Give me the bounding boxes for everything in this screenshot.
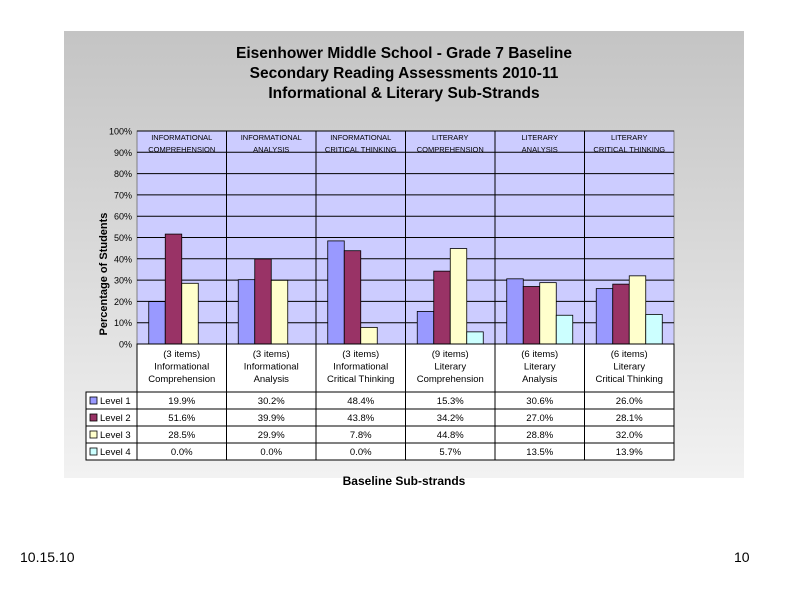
data-value-label: 30.2% <box>257 396 285 407</box>
legend-key <box>90 431 97 438</box>
x-category-label: (3 items) <box>252 349 290 360</box>
legend-label: Level 1 <box>100 396 131 407</box>
y-tick-label: 10% <box>113 318 132 329</box>
chart-title-line-1: Eisenhower Middle School - Grade 7 Baseline <box>236 45 572 62</box>
x-category-label: Informational <box>243 361 299 373</box>
data-value-label: 28.5% <box>168 430 196 441</box>
y-tick-label: 30% <box>113 275 132 286</box>
top-category-label: CRITICAL THINKING <box>324 145 397 154</box>
slide-page-number: 10 <box>734 549 750 565</box>
bar-level-1 <box>149 302 166 344</box>
bar-level-3 <box>361 327 378 344</box>
data-value-label: 15.3% <box>436 396 464 407</box>
x-category-label: Analysis <box>253 374 289 385</box>
y-tick-label: 0% <box>118 339 132 350</box>
top-category-label: INFORMATIONAL <box>330 133 392 142</box>
data-value-label: 51.6% <box>168 413 196 424</box>
bar-level-3 <box>629 276 646 344</box>
y-tick-label: 70% <box>113 190 132 201</box>
y-tick-label: 40% <box>113 254 132 265</box>
data-value-label: 0.0% <box>260 447 283 458</box>
chart-title-line-3: Informational & Literary Sub-Strands <box>268 85 540 102</box>
data-value-label: 13.5% <box>526 447 554 458</box>
data-value-label: 32.0% <box>615 430 643 441</box>
bar-level-3 <box>540 283 557 344</box>
x-category-label: Informational <box>154 361 210 373</box>
x-category-label: Informational <box>333 361 389 373</box>
x-category-label: Critical Thinking <box>595 374 663 385</box>
data-value-label: 7.8% <box>349 430 372 441</box>
data-value-label: 43.8% <box>347 413 375 424</box>
bar-level-2 <box>255 259 272 344</box>
y-tick-label: 100% <box>108 126 132 137</box>
bar-level-1 <box>596 289 613 344</box>
x-category-label: (3 items) <box>163 349 201 360</box>
x-category-label: Literary <box>523 361 556 373</box>
chart-plot <box>64 31 744 471</box>
data-value-label: 34.2% <box>436 413 464 424</box>
bar-level-2 <box>523 286 540 344</box>
legend-key <box>90 414 97 421</box>
y-axis-label: Percentage of Students <box>98 212 110 336</box>
data-value-label: 48.4% <box>347 396 375 407</box>
bar-level-4 <box>646 314 663 344</box>
x-category-label: (6 items) <box>521 349 559 360</box>
top-category-label: INFORMATIONAL <box>240 133 302 142</box>
top-category-label: ANALYSIS <box>253 145 290 154</box>
top-category-label: CRITICAL THINKING <box>593 145 666 154</box>
bar-level-3 <box>271 280 288 344</box>
y-tick-label: 80% <box>113 169 132 180</box>
bar-level-4 <box>556 315 573 344</box>
data-value-label: 26.0% <box>615 396 643 407</box>
bar-level-2 <box>613 284 630 344</box>
data-value-label: 28.1% <box>615 413 643 424</box>
bar-level-2 <box>344 251 361 344</box>
top-category-label: INFORMATIONAL <box>151 133 213 142</box>
bar-level-1 <box>328 241 345 344</box>
x-category-label: (3 items) <box>342 349 380 360</box>
y-tick-label: 20% <box>113 296 132 307</box>
bar-level-3 <box>450 249 467 344</box>
data-value-label: 5.7% <box>439 447 462 458</box>
data-value-label: 27.0% <box>526 413 554 424</box>
legend-label: Level 4 <box>100 447 131 458</box>
x-category-label: Critical Thinking <box>327 374 395 385</box>
y-tick-label: 90% <box>113 147 132 158</box>
legend-label: Level 3 <box>100 430 131 441</box>
slide-date: 10.15.10 <box>20 549 75 565</box>
bar-level-1 <box>417 311 434 344</box>
bar-level-4 <box>467 332 484 344</box>
top-category-label: COMPREHENSION <box>148 145 216 154</box>
legend-label: Level 2 <box>100 413 131 424</box>
data-value-label: 0.0% <box>349 447 372 458</box>
y-tick-label: 60% <box>113 211 132 222</box>
chart-panel <box>64 31 744 488</box>
legend-key <box>90 397 97 404</box>
x-category-label: Literary <box>613 361 646 373</box>
data-value-label: 13.9% <box>615 447 643 458</box>
bar-level-1 <box>507 279 524 344</box>
data-value-label: 0.0% <box>170 447 193 458</box>
top-category-label: LITERARY <box>610 133 648 142</box>
data-value-label: 30.6% <box>526 396 554 407</box>
chart-title-line-2: Secondary Reading Assessments 2010-11 <box>249 65 559 82</box>
top-category-label: COMPREHENSION <box>416 145 484 154</box>
top-category-label: LITERARY <box>431 133 469 142</box>
x-category-label: Literary <box>434 361 467 373</box>
data-value-label: 39.9% <box>257 413 285 424</box>
data-value-label: 44.8% <box>436 430 464 441</box>
y-tick-label: 50% <box>113 233 132 243</box>
data-value-label: 19.9% <box>168 396 196 407</box>
bar-level-1 <box>238 280 255 344</box>
top-category-label: LITERARY <box>521 133 559 142</box>
bar-level-3 <box>182 283 199 344</box>
data-value-label: 28.8% <box>526 430 554 441</box>
x-category-label: (9 items) <box>431 349 469 360</box>
top-category-label: ANALYSIS <box>521 145 558 154</box>
x-axis-label: Baseline Sub-strands <box>342 474 466 488</box>
x-category-label: (6 items) <box>610 349 648 360</box>
bar-level-2 <box>434 271 451 344</box>
x-category-label: Comprehension <box>148 374 216 385</box>
x-category-label: Comprehension <box>416 374 484 385</box>
bar-level-2 <box>165 234 182 344</box>
x-category-label: Analysis <box>522 374 558 385</box>
data-value-label: 29.9% <box>257 430 285 441</box>
legend-key <box>90 448 97 455</box>
